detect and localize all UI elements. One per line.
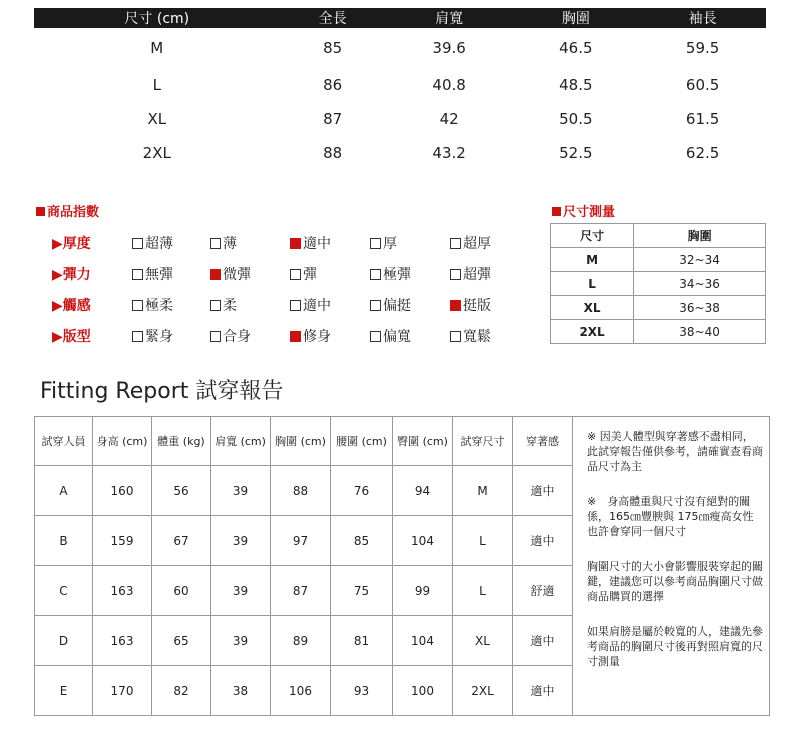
size-chart-cell: 40.8 — [432, 76, 466, 94]
unchecked-box-icon — [132, 331, 143, 342]
size-chart-header: 胸圍 — [512, 8, 639, 28]
checked-box-icon — [290, 238, 301, 249]
unchecked-box-icon — [370, 300, 381, 311]
measure-size: L — [551, 272, 634, 296]
fitting-cell: E — [35, 666, 93, 716]
fitting-cell: 76 — [331, 466, 393, 516]
fitting-cell: 65 — [152, 616, 211, 666]
measure-size: XL — [551, 296, 634, 320]
fitting-header-row — [35, 417, 770, 466]
product-index-option-label: 薄 — [223, 236, 237, 252]
product-index-option-label: 極彈 — [383, 267, 411, 283]
product-index-option-label: 偏寬 — [383, 329, 411, 345]
fitting-cell: 56 — [152, 466, 211, 516]
product-index-category: ▶觸感 — [52, 298, 91, 314]
product-index-option-label: 柔 — [223, 298, 237, 314]
size-chart-header-row — [34, 8, 766, 28]
fitting-header: 穿著感 — [513, 417, 573, 466]
unchecked-box-icon — [290, 300, 301, 311]
fitting-cell: 75 — [331, 566, 393, 616]
unchecked-box-icon — [370, 269, 381, 280]
measure-header: 胸圍 — [634, 224, 766, 248]
product-index-option-label: 合身 — [223, 329, 251, 345]
product-index-option — [370, 233, 397, 253]
size-chart-cell: 2XL — [142, 144, 171, 162]
fitting-cell: 163 — [93, 566, 152, 616]
fitting-cell: 170 — [93, 666, 152, 716]
product-index-option-label: 超厚 — [463, 236, 491, 252]
fitting-cell: XL — [453, 616, 513, 666]
product-index-option-label: 適中 — [303, 236, 331, 252]
measure-value: 34~36 — [634, 272, 766, 296]
product-index-option-label: 極柔 — [145, 298, 173, 314]
product-index-option-label: 無彈 — [145, 267, 173, 283]
unchecked-box-icon — [210, 238, 221, 249]
size-chart-cell: 42 — [439, 110, 459, 128]
checked-box-icon — [210, 269, 221, 280]
fitting-note: 胸圍尺寸的大小會影響服裝穿起的關鍵，建議您可以參考商品胸圍尺寸做商品購買的選擇 — [587, 560, 763, 603]
fitting-header: 體重 (kg) — [152, 417, 211, 466]
product-index-option-label: 挺版 — [463, 298, 491, 314]
unchecked-box-icon — [132, 238, 143, 249]
product-index-option — [450, 233, 491, 253]
fitting-cell: 適中 — [513, 666, 573, 716]
unchecked-box-icon — [450, 331, 461, 342]
red-square-icon — [552, 207, 561, 216]
fitting-header: 胸圍 (cm) — [271, 417, 331, 466]
fitting-cell: 39 — [211, 616, 271, 666]
fitting-cell: M — [453, 466, 513, 516]
fitting-cell: 60 — [152, 566, 211, 616]
fitting-cell: 160 — [93, 466, 152, 516]
fitting-cell: B — [35, 516, 93, 566]
fitting-cell: 39 — [211, 466, 271, 516]
unchecked-box-icon — [132, 300, 143, 311]
product-index-title — [36, 201, 99, 220]
fitting-note: 如果肩膀是屬於較寬的人，建議先參考商品的胸圍尺寸後再對照肩寬的尺寸測量 — [587, 625, 763, 668]
product-index-option — [370, 326, 411, 346]
size-chart-cell: 50.5 — [559, 110, 593, 128]
size-chart-cell: 88 — [323, 144, 343, 162]
fitting-cell: 106 — [271, 666, 331, 716]
fitting-cell: 87 — [271, 566, 331, 616]
product-index-category: ▶厚度 — [52, 236, 91, 252]
product-index-option — [210, 326, 251, 346]
size-chart-row — [34, 136, 766, 170]
unchecked-box-icon — [450, 269, 461, 280]
unchecked-box-icon — [132, 269, 143, 280]
unchecked-box-icon — [210, 331, 221, 342]
product-index-option — [290, 264, 317, 284]
fitting-cell: 159 — [93, 516, 152, 566]
product-index-option — [210, 295, 237, 315]
size-chart-cell: L — [152, 76, 161, 94]
size-chart-header: 尺寸 (cm) — [34, 8, 280, 28]
fitting-cell: 舒適 — [513, 566, 573, 616]
unchecked-box-icon — [210, 300, 221, 311]
measure-header-row — [551, 224, 766, 248]
unchecked-box-icon — [370, 331, 381, 342]
measure-size: 2XL — [551, 320, 634, 344]
product-index-option-label: 厚 — [383, 236, 397, 252]
fitting-header: 試穿尺寸 — [453, 417, 513, 466]
measure-row — [551, 296, 766, 320]
product-index-option — [132, 326, 173, 346]
product-index-option-label: 微彈 — [223, 267, 251, 283]
size-chart-cell: M — [150, 39, 164, 57]
unchecked-box-icon — [450, 238, 461, 249]
size-chart-cell: 39.6 — [432, 39, 466, 57]
product-index-option-label: 寬鬆 — [463, 329, 491, 345]
fitting-cell: 67 — [152, 516, 211, 566]
product-index-option — [290, 295, 331, 315]
fitting-cell: A — [35, 466, 93, 516]
product-index-category: ▶版型 — [52, 329, 91, 345]
measure-value: 32~34 — [634, 248, 766, 272]
product-index-option — [290, 326, 331, 346]
size-chart-cell: 46.5 — [559, 39, 593, 57]
fitting-cell: L — [453, 566, 513, 616]
red-square-icon — [36, 207, 45, 216]
size-chart-header: 袖長 — [639, 8, 766, 28]
fitting-header: 臀圍 (cm) — [393, 417, 453, 466]
product-index-title-text: 商品指數 — [47, 205, 100, 220]
product-index-option — [210, 264, 251, 284]
measure-row — [551, 248, 766, 272]
product-index-option — [370, 264, 411, 284]
size-chart-cell: XL — [147, 110, 167, 128]
fitting-cell: 163 — [93, 616, 152, 666]
fitting-cell: 2XL — [453, 666, 513, 716]
size-chart-cell: 59.5 — [685, 39, 720, 57]
fitting-header: 腰圍 (cm) — [331, 417, 393, 466]
measure-title — [552, 201, 615, 220]
size-chart-cell: 85 — [323, 39, 343, 57]
size-chart-cell: 60.5 — [685, 76, 720, 94]
fitting-cell: 93 — [331, 666, 393, 716]
measure-table — [550, 223, 766, 344]
fitting-cell: 39 — [211, 566, 271, 616]
size-chart-row — [34, 68, 766, 102]
size-chart-header: 肩寬 — [386, 8, 513, 28]
product-index-option-label: 適中 — [303, 298, 331, 314]
fitting-note: ※ 因美人體型與穿著感不盡相同，此試穿報告僅供參考，請確實查看商品尺寸為主 — [587, 430, 763, 473]
fitting-report-table — [34, 416, 770, 716]
fitting-cell: 適中 — [513, 466, 573, 516]
product-index-option — [132, 264, 173, 284]
fitting-cell: C — [35, 566, 93, 616]
fitting-cell: 39 — [211, 516, 271, 566]
measure-title-text: 尺寸測量 — [563, 205, 616, 220]
size-chart-cell: 61.5 — [685, 110, 720, 128]
measure-value: 36~38 — [634, 296, 766, 320]
measure-row — [551, 272, 766, 296]
fitting-cell: 104 — [393, 616, 453, 666]
fitting-cell: 81 — [331, 616, 393, 666]
product-index-option — [132, 233, 173, 253]
fitting-cell: 94 — [393, 466, 453, 516]
product-index-option — [132, 295, 173, 315]
fitting-cell: 88 — [271, 466, 331, 516]
fitting-cell: 適中 — [513, 516, 573, 566]
fitting-cell: D — [35, 616, 93, 666]
size-chart-row — [34, 28, 766, 68]
fitting-cell: 100 — [393, 666, 453, 716]
fitting-cell: 99 — [393, 566, 453, 616]
unchecked-box-icon — [370, 238, 381, 249]
measure-size: M — [551, 248, 634, 272]
unchecked-box-icon — [290, 269, 301, 280]
product-index-option-label: 偏挺 — [383, 298, 411, 314]
checked-box-icon — [450, 300, 461, 311]
fitting-cell: 82 — [152, 666, 211, 716]
product-index-category: ▶彈力 — [52, 267, 91, 283]
fitting-notes — [573, 417, 770, 716]
size-chart-header: 全長 — [280, 8, 386, 28]
product-index-option — [450, 326, 491, 346]
product-index-option — [370, 295, 411, 315]
fitting-header: 試穿人員 — [35, 417, 93, 466]
product-index-option — [450, 264, 491, 284]
product-index-option-label: 彈 — [303, 267, 317, 283]
size-chart-cell: 62.5 — [685, 144, 720, 162]
fitting-cell: 104 — [393, 516, 453, 566]
measure-header: 尺寸 — [551, 224, 634, 248]
fitting-cell: 97 — [271, 516, 331, 566]
size-chart-row — [34, 102, 766, 136]
size-chart-cell: 86 — [323, 76, 343, 94]
measure-value: 38~40 — [634, 320, 766, 344]
size-chart-cell: 52.5 — [559, 144, 593, 162]
size-chart-cell: 48.5 — [559, 76, 593, 94]
measure-row — [551, 320, 766, 344]
product-index-option-label: 超薄 — [145, 236, 173, 252]
fitting-note: ※ 身高體重與尺寸沒有絕對的關係，165㎝豐腴與 175㎝瘦高女性也許會穿同一個尺寸 — [587, 495, 754, 538]
fitting-report-title: Fitting Report 試穿報告 — [40, 379, 284, 404]
size-chart-cell: 87 — [323, 110, 343, 128]
fitting-header: 肩寬 (cm) — [211, 417, 271, 466]
product-index-option-label: 超彈 — [463, 267, 491, 283]
fitting-cell: L — [453, 516, 513, 566]
product-index-option-label: 修身 — [303, 329, 331, 345]
checked-box-icon — [290, 331, 301, 342]
fitting-cell: 89 — [271, 616, 331, 666]
fitting-cell: 適中 — [513, 616, 573, 666]
product-index-option — [210, 233, 237, 253]
product-index-option-label: 緊身 — [145, 329, 173, 345]
fitting-header: 身高 (cm) — [93, 417, 152, 466]
size-chart-table — [34, 8, 766, 170]
product-index-option — [290, 233, 331, 253]
product-index-option — [450, 295, 491, 315]
fitting-cell: 38 — [211, 666, 271, 716]
size-chart-cell: 43.2 — [432, 144, 466, 162]
fitting-cell: 85 — [331, 516, 393, 566]
